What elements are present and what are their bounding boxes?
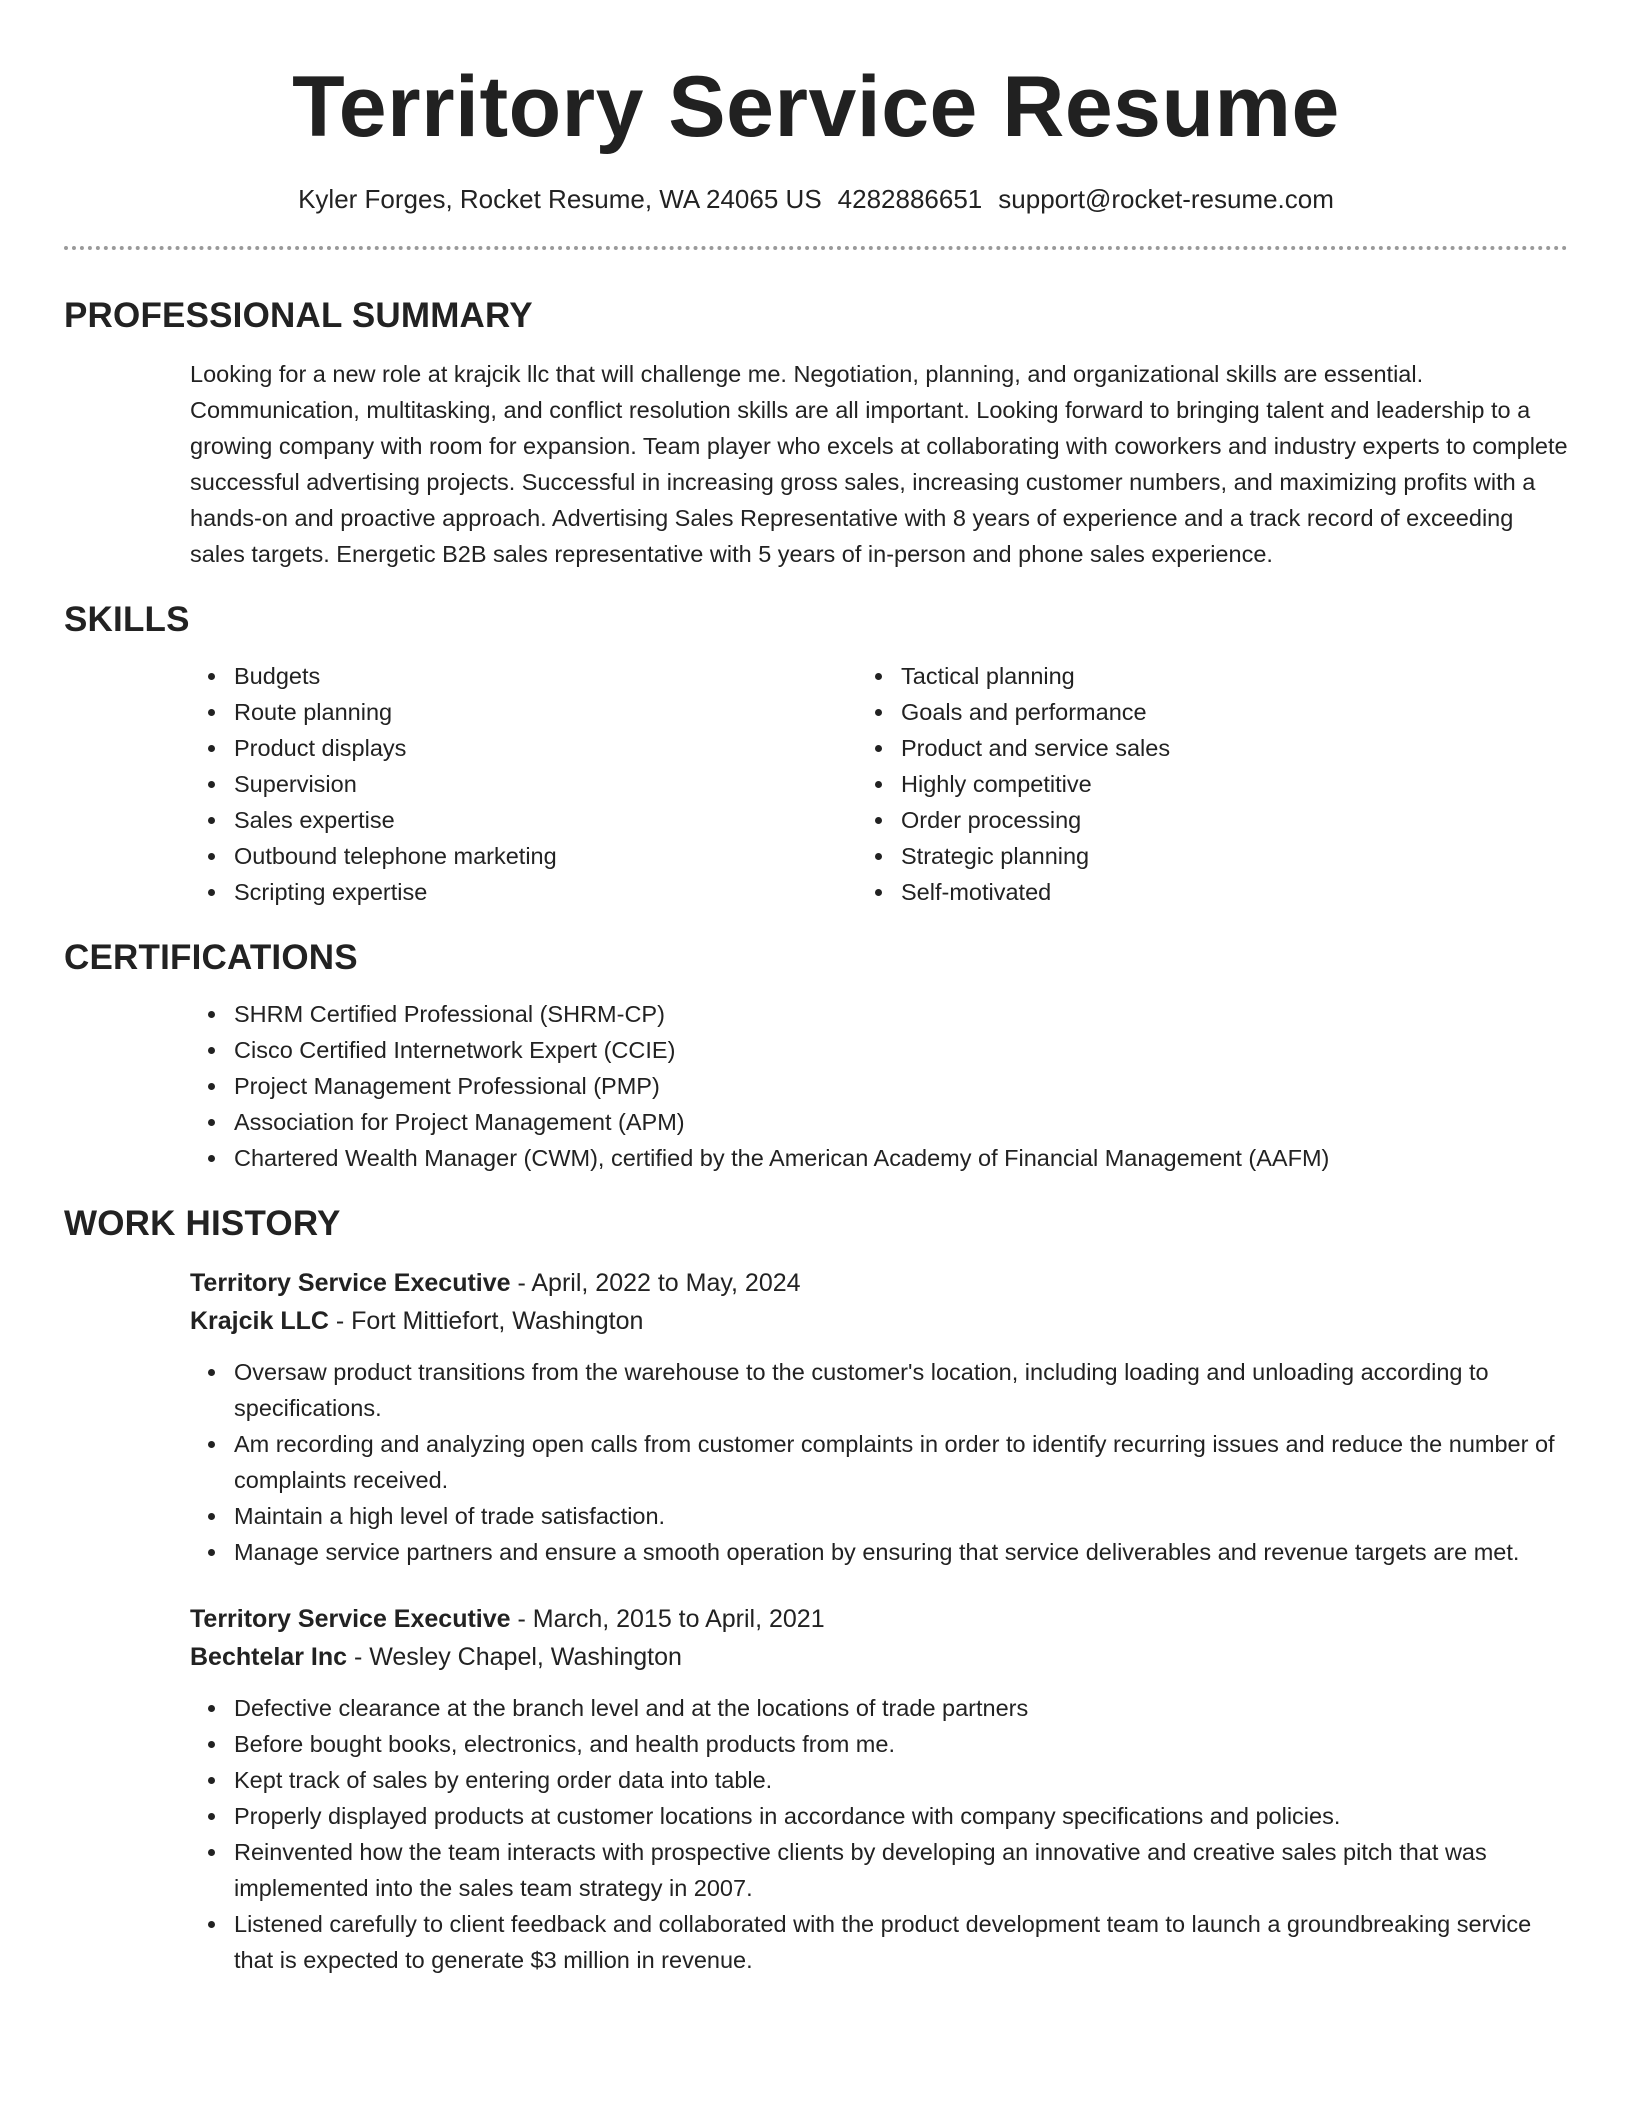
job-location: - Wesley Chapel, Washington <box>347 1643 682 1671</box>
job-title: Territory Service Executive <box>190 1269 511 1297</box>
skill-item: Scripting expertise <box>234 874 901 910</box>
certification-item: Chartered Wealth Manager (CWM), certified by the American Academy of Financial Management (AAFM) <box>234 1140 1568 1176</box>
certification-item: Cisco Certified Internetwork Expert (CCIE) <box>234 1032 1568 1068</box>
resume-page <box>64 0 1568 1978</box>
contact-email[interactable]: support@rocket-resume.com <box>998 184 1334 214</box>
job-duty: Oversaw product transitions from the warehouse to the customer's location, including loading and unloading according to specifications. <box>234 1354 1568 1426</box>
skill-item: Highly competitive <box>901 766 1568 802</box>
contact-phone[interactable]: 4282886651 <box>837 184 983 214</box>
skill-item: Outbound telephone marketing <box>234 838 901 874</box>
job-duty: Defective clearance at the branch level and at the locations of trade partners <box>234 1690 1568 1726</box>
job-company-line <box>190 1638 1568 1676</box>
job-company: Krajcik LLC <box>190 1307 329 1335</box>
job-location: - Fort Mittiefort, Washington <box>328 1307 644 1335</box>
skill-item: Budgets <box>234 658 901 694</box>
job-dates: - March, 2015 to April, 2021 <box>510 1605 825 1633</box>
job-duty: Kept track of sales by entering order data into table. <box>234 1762 1568 1798</box>
certification-item: Association for Project Management (APM) <box>234 1104 1568 1140</box>
summary-heading: PROFESSIONAL SUMMARY <box>64 296 533 335</box>
job-duty: Properly displayed products at customer locations in accordance with company specifications and policies. <box>234 1798 1568 1834</box>
job-entry <box>64 1600 1568 1978</box>
job-duty: Am recording and analyzing open calls from customer complaints in order to identify recurring issues and reduce the number of complaints received. <box>234 1426 1568 1498</box>
job-duty: Reinvented how the team interacts with prospective clients by developing an innovative and creative sales pitch that was implemented into the sales team strategy in 2007. <box>234 1834 1568 1906</box>
certification-item: SHRM Certified Professional (SHRM-CP) <box>234 996 1568 1032</box>
skill-item: Tactical planning <box>901 658 1568 694</box>
resume-title: Territory Service Resume <box>292 59 1340 155</box>
contact-line <box>64 182 1568 216</box>
work-history-heading: WORK HISTORY <box>64 1204 341 1243</box>
header-divider <box>64 246 1568 250</box>
skill-item: Product displays <box>234 730 901 766</box>
skill-item: Route planning <box>234 694 901 730</box>
skills-column-left <box>64 658 901 910</box>
job-title-line <box>190 1600 1568 1638</box>
skill-item: Strategic planning <box>901 838 1568 874</box>
skills-list <box>64 658 1568 910</box>
job-company: Bechtelar Inc <box>190 1643 348 1671</box>
skill-item: Sales expertise <box>234 802 901 838</box>
job-title: Territory Service Executive <box>190 1605 511 1633</box>
job-duties-list <box>64 1690 1568 1978</box>
skill-item: Supervision <box>234 766 901 802</box>
skill-item: Product and service sales <box>901 730 1568 766</box>
job-dates: - April, 2022 to May, 2024 <box>510 1269 801 1297</box>
certifications-list <box>64 996 1568 1176</box>
job-company-line <box>190 1302 1568 1340</box>
job-duty: Manage service partners and ensure a smooth operation by ensuring that service deliverables and revenue targets are met. <box>234 1534 1568 1570</box>
job-duty: Maintain a high level of trade satisfaction. <box>234 1498 1568 1534</box>
job-entry <box>64 1264 1568 1570</box>
job-duty: Listened carefully to client feedback and collaborated with the product development team to launch a groundbreaking service that is expected to generate $3 million in revenue. <box>234 1906 1568 1978</box>
summary-text: Looking for a new role at krajcik llc that will challenge me. Negotiation, planning, and organizational skills are essential. Communication, multitasking, and conflict resolution skills are all important. Looking forward to bringing talent and leadership to a growing company with room for expansion. Team player who excels at collaborating with coworkers and industry experts to complete successful advertising projects. Successful in increasing gross sales, increasing customer numbers, and maximizing profits with a hands-on and proactive approach. Advertising Sales Representative with 8 years of experience and a track record of exceeding sales targets. Energetic B2B sales representative with 5 years of in-person and phone sales experience. <box>190 361 1568 567</box>
job-duties-list <box>64 1354 1568 1570</box>
skills-column-right <box>901 658 1568 910</box>
job-duty: Before bought books, electronics, and health products from me. <box>234 1726 1568 1762</box>
job-title-line <box>190 1264 1568 1302</box>
contact-address: Kyler Forges, Rocket Resume, WA 24065 US <box>298 184 822 214</box>
skill-item: Self-motivated <box>901 874 1568 910</box>
skill-item: Order processing <box>901 802 1568 838</box>
skills-heading: SKILLS <box>64 600 190 639</box>
certification-item: Project Management Professional (PMP) <box>234 1068 1568 1104</box>
certifications-heading: CERTIFICATIONS <box>64 938 358 977</box>
skill-item: Goals and performance <box>901 694 1568 730</box>
